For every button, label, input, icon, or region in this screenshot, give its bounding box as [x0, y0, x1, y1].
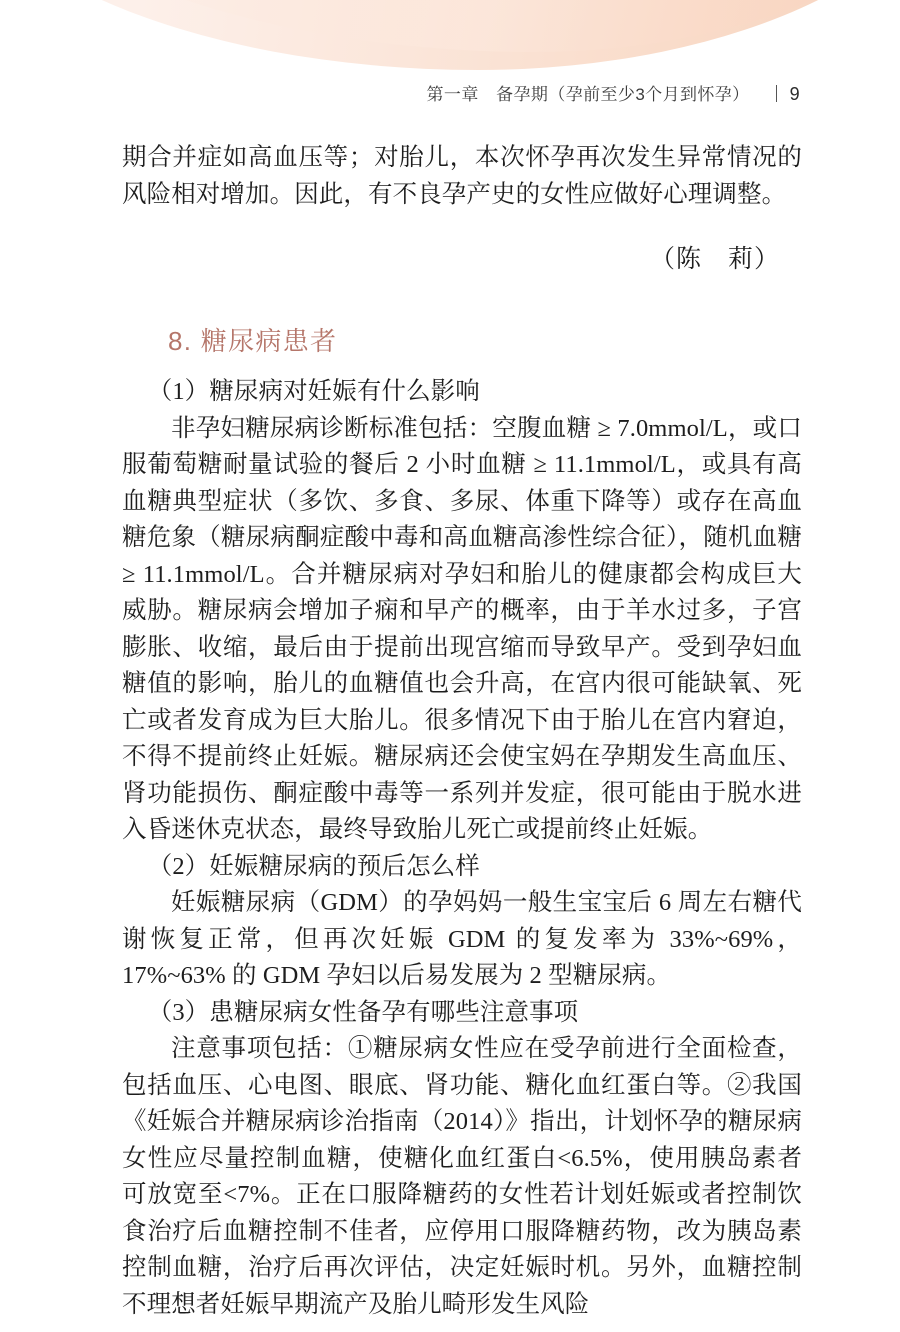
question-3-title: （3）患糖尿病女性备孕有哪些注意事项 [147, 998, 579, 1026]
running-header [427, 80, 800, 105]
section-heading-diabetes: 8. 糖尿病患者 [168, 326, 338, 356]
question-3-answer: 注意事项包括：①糖尿病女性应在受孕前进行全面检查，包括血压、心电图、眼底、肾功能、糖化血红蛋白等。②我国《妊娠合并糖尿病诊治指南（2014）》指出，计划怀孕的糖尿病女性应尽量控制血糖，使糖化血红蛋白<6.5%，使用胰岛素者可放宽至<7%。正在口服降糖药的女性若计划妊娠或者控制饮食治疗后血糖控制不佳者，应停用口服降糖药物，改为胰岛素控制血糖，治疗后再次评估，决定妊娠时机。另外，血糖控制不理想者妊娠早期流产及胎儿畸形发生风险 [122, 1035, 802, 1318]
question-2-title: （2）妊娠糖尿病的预后怎么样 [147, 852, 480, 880]
question-2-answer: 妊娠糖尿病（GDM）的孕妈妈一般生宝宝后 6 周左右糖代谢恢复正常，但再次妊娠 GDM 的复发率为 33%~69%，17%~63% 的 GDM 孕妇以后易发展为 2 型糖尿病。 [122, 889, 802, 989]
header-separator-rule [776, 85, 777, 102]
paragraph-continued: 期合并症如高血压等；对胎儿，本次怀孕再次发生异常情况的风险相对增加。因此，有不良孕产史的女性应做好心理调整。 [122, 144, 802, 208]
header-chapter-title: 第一章 备孕期（孕前至少3个月到怀孕） [426, 85, 750, 104]
page-top-decoration [0, 0, 900, 70]
page-top-decoration-overlay [0, 0, 900, 52]
author-byline: （陈 莉） [649, 245, 780, 273]
question-1-answer: 非孕妇糖尿病诊断标准包括：空腹血糖 ≥ 7.0mmol/L，或口服葡萄糖耐量试验的餐后 2 小时血糖 ≥ 11.1mmol/L，或具有高血糖典型症状（多饮、多食、多尿、体重下降等）或存在高血糖危象（糖尿病酮症酸中毒和高血糖高渗性综合征），随机血糖 ≥ 11.1mmol/L。合并糖尿病对孕妇和胎儿的健康都会构成巨大威胁。糖尿病会增加子痫和早产的概率，由于羊水过多，子宫膨胀、收缩，最后由于提前出现宫缩而导致早产。受到孕妇血糖值的影响，胎儿的血糖值也会升高，在宫内很可能缺氧、死亡或者发育成为巨大胎儿。很多情况下由于胎儿在宫内窘迫，不得不提前终止妊娠。糖尿病还会使宝妈在孕期发生高血压、肾功能损伤、酮症酸中毒等一系列并发症，很可能由于脱水进入昏迷休克状态，最终导致胎儿死亡或提前终止妊娠。 [122, 414, 802, 843]
page-number: 9 [789, 84, 800, 104]
page-content [122, 140, 802, 1323]
question-1-title: （1）糖尿病对妊娠有什么影响 [147, 378, 480, 405]
